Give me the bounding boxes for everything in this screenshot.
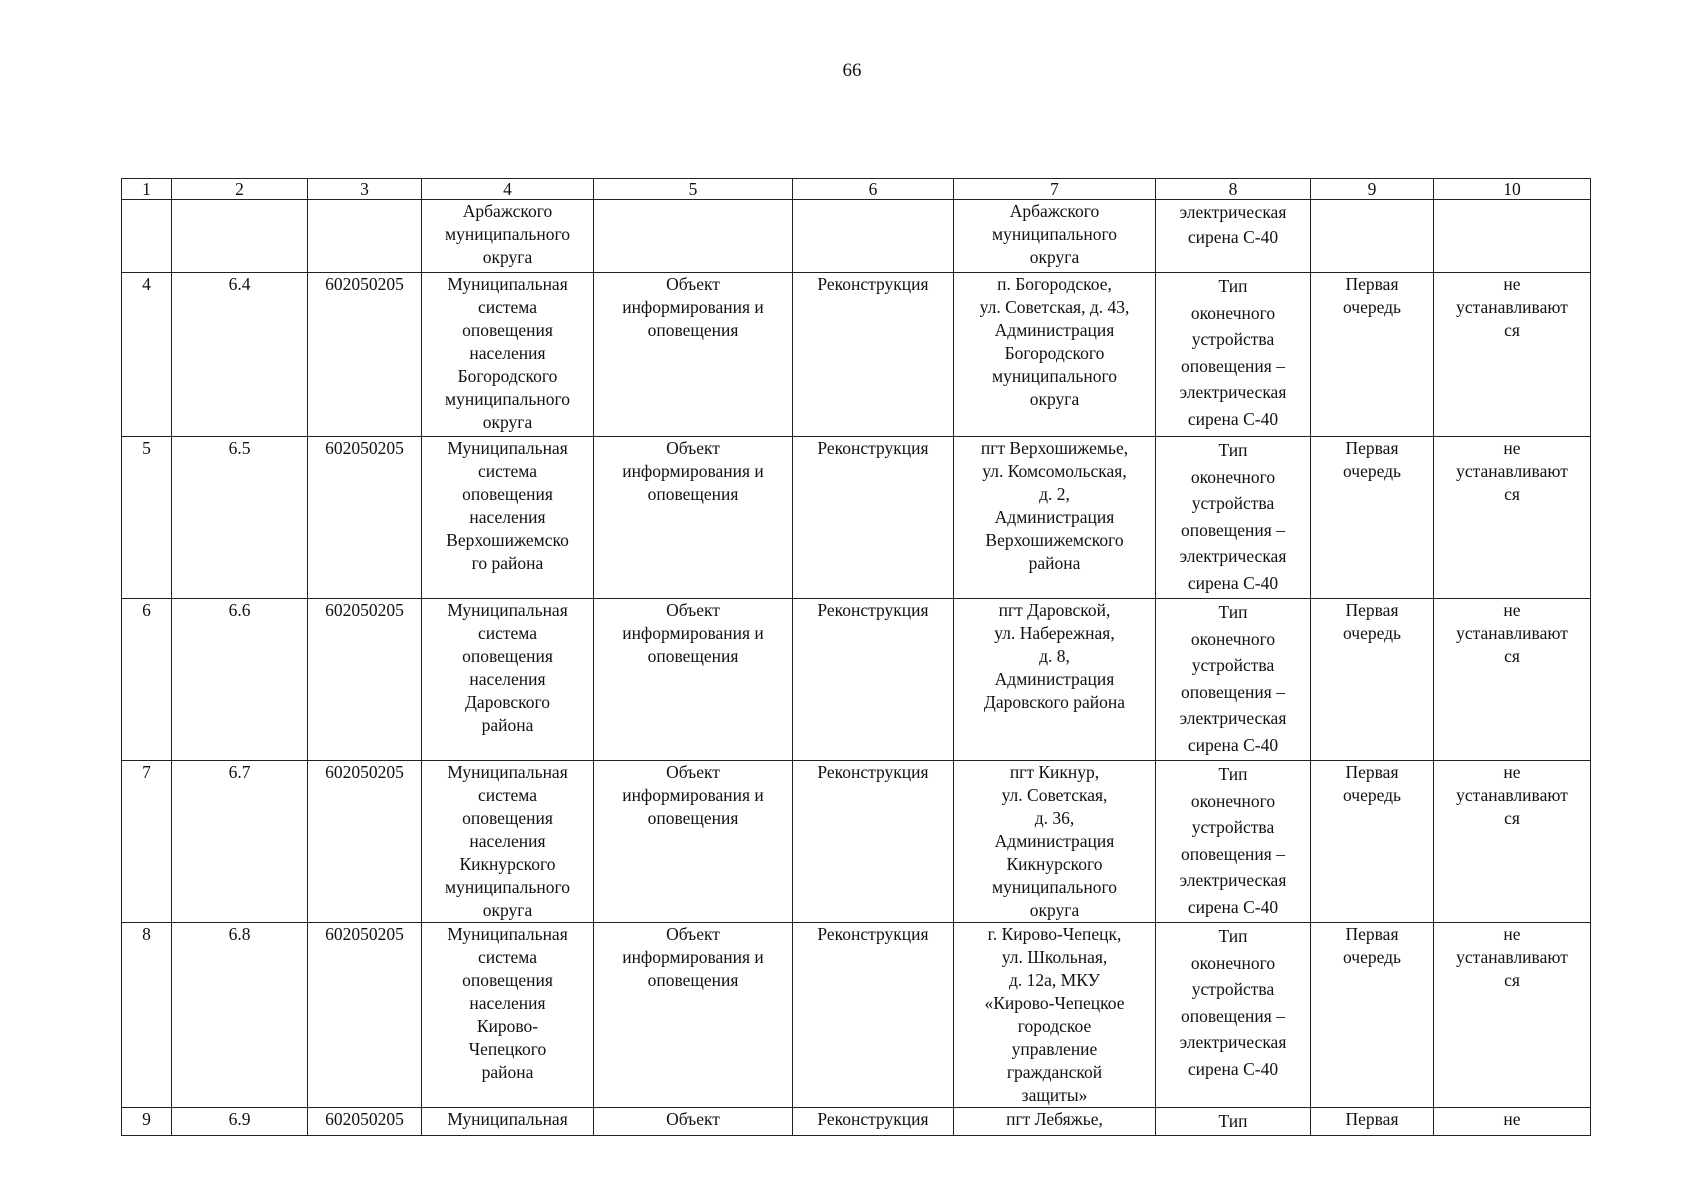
cell-text: Реконструкция xyxy=(817,274,929,294)
table-cell xyxy=(308,599,422,761)
cell-text: Объект информирования и оповещения xyxy=(622,762,764,828)
table-cell xyxy=(122,437,172,599)
cell-text: Реконструкция xyxy=(817,600,929,620)
cell-text: 6.6 xyxy=(228,600,251,620)
cell-text: 6.9 xyxy=(228,1109,251,1129)
table-cell xyxy=(594,200,793,273)
cell-text: 602050205 xyxy=(325,274,404,294)
cell-text: Объект информирования и оповещения xyxy=(622,438,764,504)
cell-text: не xyxy=(1503,1109,1521,1129)
table-cell xyxy=(422,273,594,437)
table-cell xyxy=(1311,761,1434,923)
cell-text: не устанавливают ся xyxy=(1456,924,1568,990)
column-header: 7 xyxy=(954,179,1156,200)
table-cell xyxy=(954,200,1156,273)
table-cell xyxy=(793,437,954,599)
cell-text: Реконструкция xyxy=(817,924,929,944)
cell-text: Реконструкция xyxy=(817,1109,929,1129)
table-cell xyxy=(308,437,422,599)
cell-text: 8 xyxy=(142,924,151,944)
cell-text: пгт Верхошижемье, ул. Комсомольская, д. 2, Администрация Верхошижемского района xyxy=(980,438,1129,573)
table-cell xyxy=(422,437,594,599)
table-row xyxy=(122,273,1591,437)
cell-text: Муниципальная система оповещения населения Богородского муниципального округа xyxy=(445,274,570,432)
column-header: 4 xyxy=(422,179,594,200)
table-row xyxy=(122,437,1591,599)
cell-text: Объект xyxy=(666,1109,720,1129)
table-cell xyxy=(122,1108,172,1136)
cell-text: Тип оконечного устройства оповещения – электрическая сирена С-40 xyxy=(1179,764,1287,917)
table-cell xyxy=(172,923,308,1108)
cell-text: Муниципальная система оповещения населения Даровского района xyxy=(447,600,568,735)
cell-text: 7 xyxy=(142,762,151,782)
table-cell xyxy=(1434,200,1591,273)
cell-text: Муниципальная система оповещения населения Кикнурского муниципального округа xyxy=(445,762,570,920)
table-cell xyxy=(954,273,1156,437)
table-cell xyxy=(1311,200,1434,273)
table-cell xyxy=(172,599,308,761)
table-cell xyxy=(122,273,172,437)
table-cell xyxy=(172,437,308,599)
cell-text: п. Богородское, ул. Советская, д. 43, Администрация Богородского муниципального округа xyxy=(979,274,1130,409)
table-cell xyxy=(594,599,793,761)
cell-text: Первая очередь xyxy=(1342,438,1402,481)
table-cell xyxy=(793,923,954,1108)
cell-text: Первая очередь xyxy=(1342,762,1402,805)
table-cell xyxy=(793,761,954,923)
cell-text: 602050205 xyxy=(325,438,404,458)
table-cell xyxy=(1156,761,1311,923)
table-cell xyxy=(422,599,594,761)
cell-text: Тип оконечного устройства оповещения – электрическая сирена С-40 xyxy=(1179,602,1287,755)
table-row xyxy=(122,200,1591,273)
table-cell xyxy=(954,923,1156,1108)
cell-text: Тип оконечного устройства оповещения – электрическая сирена С-40 xyxy=(1179,276,1287,429)
table-cell xyxy=(1434,923,1591,1108)
table-cell xyxy=(1434,1108,1591,1136)
table-cell xyxy=(122,761,172,923)
table-cell xyxy=(1434,437,1591,599)
table-cell xyxy=(172,1108,308,1136)
page-number: 66 xyxy=(842,60,862,81)
table-cell xyxy=(594,1108,793,1136)
cell-text: не устанавливают ся xyxy=(1456,274,1568,340)
table-cell xyxy=(422,1108,594,1136)
table-cell xyxy=(308,273,422,437)
cell-text: Первая xyxy=(1345,1109,1399,1129)
table-header-row xyxy=(122,179,1591,200)
cell-text: 5 xyxy=(142,438,151,458)
cell-text: 9 xyxy=(142,1109,151,1129)
cell-text: 4 xyxy=(142,274,151,294)
cell-text: 6.5 xyxy=(228,438,251,458)
cell-text: Тип оконечного устройства оповещения – электрическая сирена С-40 xyxy=(1179,926,1287,1079)
cell-text: Муниципальная xyxy=(447,1109,568,1129)
cell-text: 6 xyxy=(142,600,151,620)
cell-text: пгт Даровской, ул. Набережная, д. 8, Администрация Даровского района xyxy=(983,600,1126,712)
table-cell xyxy=(594,761,793,923)
table-cell xyxy=(422,923,594,1108)
table-cell xyxy=(1434,761,1591,923)
cell-text: Первая очередь xyxy=(1342,600,1402,643)
cell-text: пгт Кикнур, ул. Советская, д. 36, Администрация Кикнурского муниципального округа xyxy=(992,762,1117,920)
cell-text: электрическая сирена С-40 xyxy=(1179,202,1287,247)
table-cell xyxy=(172,273,308,437)
cell-text: г. Кирово-Чепецк, ул. Школьная, д. 12а, МКУ «Кирово-Чепецкое городское управление гражданской защиты» xyxy=(984,924,1125,1105)
table-cell xyxy=(1156,1108,1311,1136)
table-cell xyxy=(1311,923,1434,1108)
table-cell xyxy=(122,599,172,761)
table-cell xyxy=(172,200,308,273)
table-row xyxy=(122,599,1591,761)
cell-text: Первая очередь xyxy=(1342,924,1402,967)
table-cell xyxy=(954,1108,1156,1136)
table-cell xyxy=(954,599,1156,761)
table-cell xyxy=(122,923,172,1108)
table-cell xyxy=(308,1108,422,1136)
table-cell xyxy=(172,761,308,923)
table-cell xyxy=(308,200,422,273)
table-row xyxy=(122,923,1591,1108)
column-header: 5 xyxy=(594,179,793,200)
cell-text: Реконструкция xyxy=(817,762,929,782)
table-cell xyxy=(1311,1108,1434,1136)
table-cell xyxy=(1156,200,1311,273)
column-header: 3 xyxy=(308,179,422,200)
cell-text: 602050205 xyxy=(325,1109,404,1129)
table-cell xyxy=(308,761,422,923)
cell-text: не устанавливают ся xyxy=(1456,762,1568,828)
table-cell xyxy=(793,599,954,761)
table-cell xyxy=(793,200,954,273)
cell-text: не устанавливают ся xyxy=(1456,438,1568,504)
column-header: 2 xyxy=(172,179,308,200)
cell-text: 602050205 xyxy=(325,600,404,620)
table-cell xyxy=(1311,437,1434,599)
cell-text: 6.4 xyxy=(228,274,251,294)
table-cell xyxy=(422,761,594,923)
column-header: 10 xyxy=(1434,179,1591,200)
table-cell xyxy=(1156,437,1311,599)
table-cell xyxy=(1434,273,1591,437)
table-cell xyxy=(1311,273,1434,437)
column-header: 1 xyxy=(122,179,172,200)
table-cell xyxy=(1434,599,1591,761)
table-cell xyxy=(1156,923,1311,1108)
cell-text: не устанавливают ся xyxy=(1456,600,1568,666)
table-cell xyxy=(1156,273,1311,437)
cell-text: 6.8 xyxy=(228,924,251,944)
table-row xyxy=(122,761,1591,923)
table-cell xyxy=(594,273,793,437)
table-cell xyxy=(954,437,1156,599)
cell-text: 6.7 xyxy=(228,762,251,782)
cell-text: 602050205 xyxy=(325,924,404,944)
cell-text: Реконструкция xyxy=(817,438,929,458)
cell-text: Муниципальная система оповещения населения Кирово- Чепецкого района xyxy=(447,924,568,1082)
table-row xyxy=(122,1108,1591,1136)
table-cell xyxy=(122,200,172,273)
table-cell xyxy=(422,200,594,273)
table-cell xyxy=(308,923,422,1108)
table-cell xyxy=(1311,599,1434,761)
cell-text: Тип оконечного устройства оповещения – электрическая сирена С-40 xyxy=(1179,440,1287,593)
table-cell xyxy=(1156,599,1311,761)
table-cell xyxy=(594,923,793,1108)
table-cell xyxy=(594,437,793,599)
data-table xyxy=(121,178,1591,1136)
cell-text: Арбажского муниципального округа xyxy=(992,201,1117,267)
cell-text: Муниципальная система оповещения населения Верхошижемско го района xyxy=(446,438,569,573)
cell-text: Объект информирования и оповещения xyxy=(622,274,764,340)
cell-text: пгт Лебяжье, xyxy=(1006,1109,1103,1129)
cell-text: Первая очередь xyxy=(1342,274,1402,317)
table-cell xyxy=(954,761,1156,923)
cell-text: 602050205 xyxy=(325,762,404,782)
table-cell xyxy=(793,273,954,437)
cell-text: Объект информирования и оповещения xyxy=(622,924,764,990)
cell-text: Тип xyxy=(1218,1111,1248,1131)
column-header: 6 xyxy=(793,179,954,200)
column-header: 8 xyxy=(1156,179,1311,200)
cell-text: Объект информирования и оповещения xyxy=(622,600,764,666)
cell-text: Арбажского муниципального округа xyxy=(445,201,570,267)
table-cell xyxy=(793,1108,954,1136)
column-header: 9 xyxy=(1311,179,1434,200)
